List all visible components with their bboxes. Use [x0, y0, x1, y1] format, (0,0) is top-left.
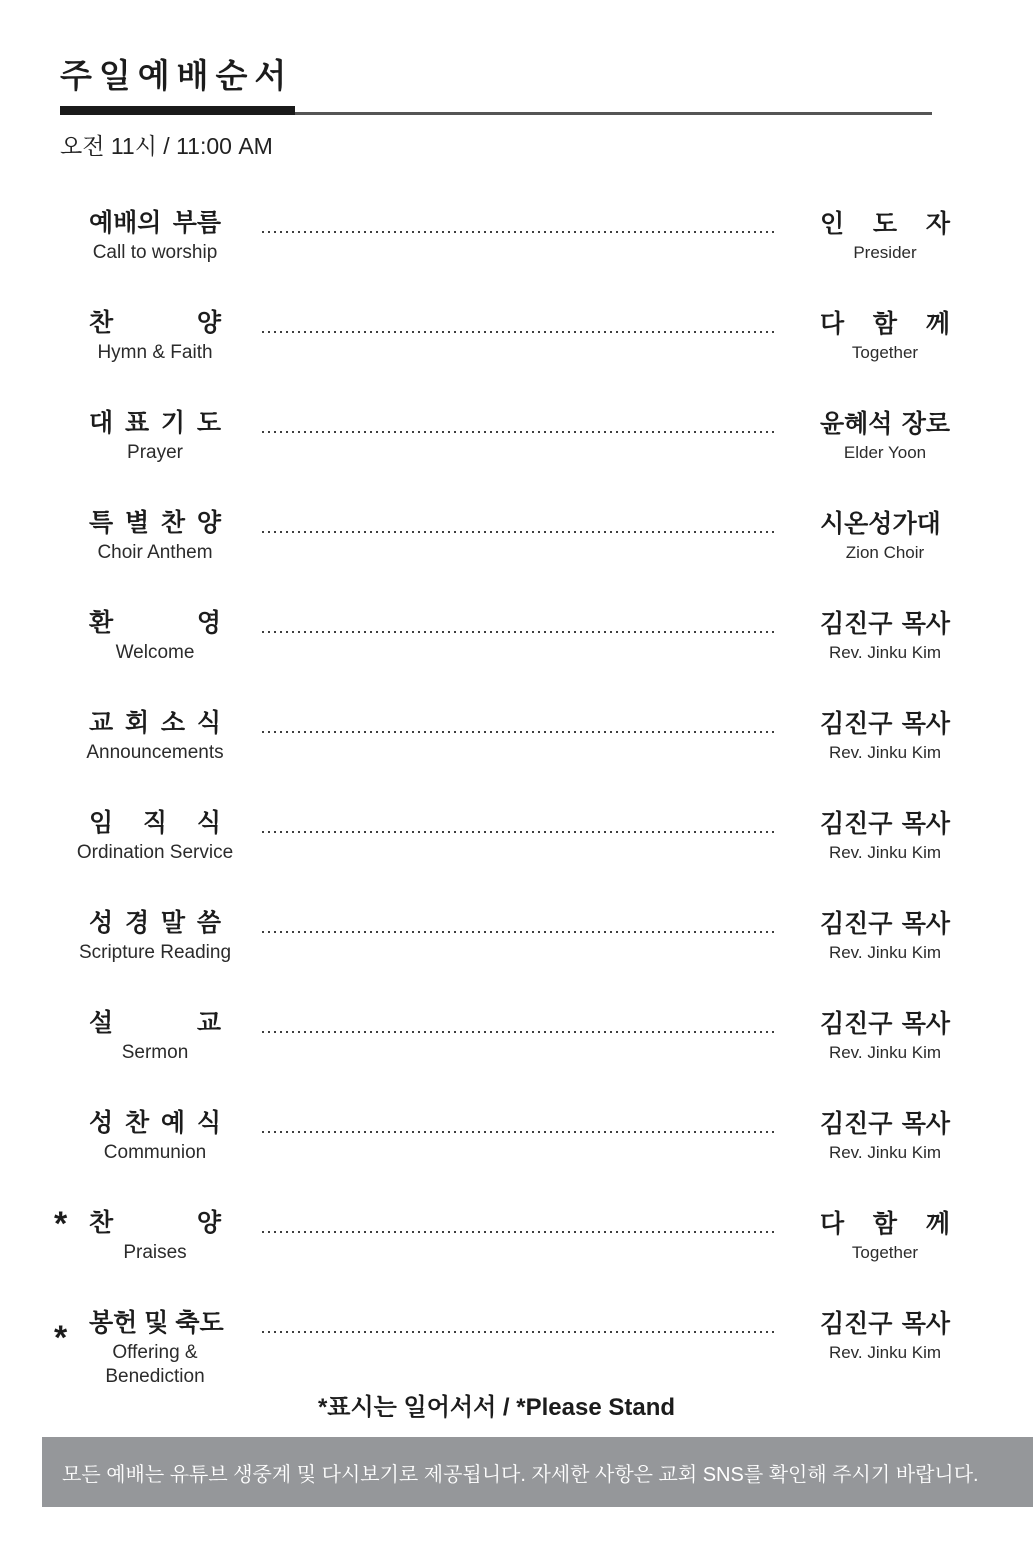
service-item-title-en: Sermon [121, 1042, 189, 1063]
service-person-en: Rev. Jinku Kim [828, 943, 942, 962]
service-person-en: Rev. Jinku Kim [828, 843, 942, 862]
service-rows [54, 205, 993, 1389]
service-item [60, 505, 250, 565]
service-person-en: Rev. Jinku Kim [828, 1043, 942, 1062]
service-item-title-kr: 환 영 [89, 609, 221, 637]
dotted-leader [250, 1105, 777, 1141]
service-item-title-en: Scripture Reading [78, 942, 232, 963]
service-person [777, 605, 993, 665]
stand-asterisk: * [54, 1319, 68, 1357]
service-item [60, 905, 250, 965]
service-row [54, 1205, 993, 1265]
dotted-leader [250, 705, 777, 741]
service-row [60, 905, 993, 965]
service-person-en: Zion Choir [845, 543, 925, 562]
service-item-title-kr: 성 찬 예 식 [89, 1109, 221, 1137]
dotted-leader [250, 305, 777, 341]
service-item-title-en: Prayer [127, 442, 183, 463]
service-item [60, 405, 250, 465]
service-person-en: Together [851, 1243, 919, 1262]
service-row [60, 705, 993, 765]
service-item-title-kr: 임 직 식 [89, 809, 221, 837]
service-item-title-en: Call to worship [92, 242, 218, 263]
service-person [777, 505, 993, 565]
youtube-notice-banner [42, 1437, 1033, 1507]
service-person-kr: 다 함 께 [820, 1210, 950, 1238]
service-person [777, 305, 993, 365]
service-person-en: Rev. Jinku Kim [828, 1343, 942, 1362]
service-person [777, 805, 993, 865]
service-row [60, 505, 993, 565]
dotted-leader [250, 805, 777, 841]
service-row [54, 1305, 993, 1389]
service-item-title-en: Praises [123, 1242, 187, 1263]
service-item [60, 805, 250, 865]
dotted-leader [250, 205, 777, 241]
service-item-title-kr: 예배의 부름 [89, 209, 221, 237]
service-item-title-en: Hymn & Faith [97, 342, 213, 363]
service-item-title-en: Ordination Service [76, 842, 234, 863]
service-person-kr: 인 도 자 [820, 210, 950, 238]
service-item-title-kr: 특 별 찬 양 [89, 509, 221, 537]
service-row [60, 1105, 993, 1165]
service-person [777, 205, 993, 265]
title-underline [60, 106, 932, 115]
dotted-leader [250, 605, 777, 641]
service-row [60, 1005, 993, 1065]
service-item-title-kr: 봉헌 및 축도 [89, 1309, 224, 1337]
service-item [60, 705, 250, 765]
service-person-kr: 김진구 목사 [820, 1010, 950, 1038]
service-item-title-kr: 찬 양 [89, 309, 221, 337]
service-person-en: Presider [853, 243, 917, 262]
please-stand-note: *표시는 일어서서 / *Please Stand [317, 1394, 676, 1421]
service-person [777, 1205, 993, 1265]
service-person-en: Rev. Jinku Kim [828, 643, 942, 662]
service-item [60, 305, 250, 365]
service-item-title-en: Communion [103, 1142, 207, 1163]
service-person-en: Rev. Jinku Kim [828, 743, 942, 762]
dotted-leader [250, 505, 777, 541]
service-person [777, 905, 993, 965]
service-person [777, 1105, 993, 1165]
service-item-title-en: Choir Anthem [97, 542, 213, 563]
title-underline-thick [60, 106, 295, 115]
service-item-title-en: Offering & [112, 1342, 198, 1363]
service-item-title-kr: 성 경 말 씀 [89, 909, 221, 937]
service-person [777, 1305, 993, 1389]
service-person [777, 405, 993, 465]
service-item-title-kr: 대 표 기 도 [89, 409, 221, 437]
page-title: 주일예배순서 [60, 57, 294, 94]
service-person-en: Together [851, 343, 919, 362]
service-time: 오전 11시 / 11:00 AM [60, 133, 273, 159]
service-person [777, 705, 993, 765]
service-person-kr: 다 함 께 [820, 310, 950, 338]
service-item [54, 1305, 250, 1389]
service-item [60, 1105, 250, 1165]
service-item-title-kr: 찬 양 [89, 1209, 221, 1237]
service-person-kr: 김진구 목사 [820, 610, 950, 638]
service-person-kr: 김진구 목사 [820, 910, 950, 938]
service-row [60, 805, 993, 865]
service-person [777, 1005, 993, 1065]
service-subtitle-line2: Benediction [105, 1366, 205, 1387]
service-item [54, 1205, 250, 1265]
service-person-kr: 김진구 목사 [820, 1310, 950, 1338]
service-person-kr: 김진구 목사 [820, 1110, 950, 1138]
stand-asterisk: * [54, 1205, 68, 1243]
service-item-title-kr: 설 교 [89, 1009, 221, 1037]
service-row [60, 305, 993, 365]
service-row [60, 205, 993, 265]
dotted-leader [250, 905, 777, 941]
service-person-en: Elder Yoon [843, 443, 927, 462]
service-row [60, 605, 993, 665]
service-row [60, 405, 993, 465]
service-item [60, 1005, 250, 1065]
service-item [60, 605, 250, 665]
dotted-leader [250, 1305, 777, 1341]
dotted-leader [250, 405, 777, 441]
service-person-kr: 시온성가대 [820, 510, 941, 538]
service-item-title-en: Announcements [86, 742, 224, 763]
youtube-notice-text: 모든 예배는 유튜브 생중계 및 다시보기로 제공됩니다. 자세한 사항은 교회 SNS를 확인해 주시기 바랍니다. [62, 1463, 979, 1486]
service-person-en: Rev. Jinku Kim [828, 1143, 942, 1162]
dotted-leader [250, 1205, 777, 1241]
service-item-title-kr: 교 회 소 식 [89, 709, 221, 737]
dotted-leader [250, 1005, 777, 1041]
service-person-kr: 김진구 목사 [820, 710, 950, 738]
service-item-title-en: Welcome [115, 642, 195, 663]
service-person-kr: 김진구 목사 [820, 810, 950, 838]
service-person-kr: 윤혜석 장로 [820, 410, 950, 438]
service-item [60, 205, 250, 265]
